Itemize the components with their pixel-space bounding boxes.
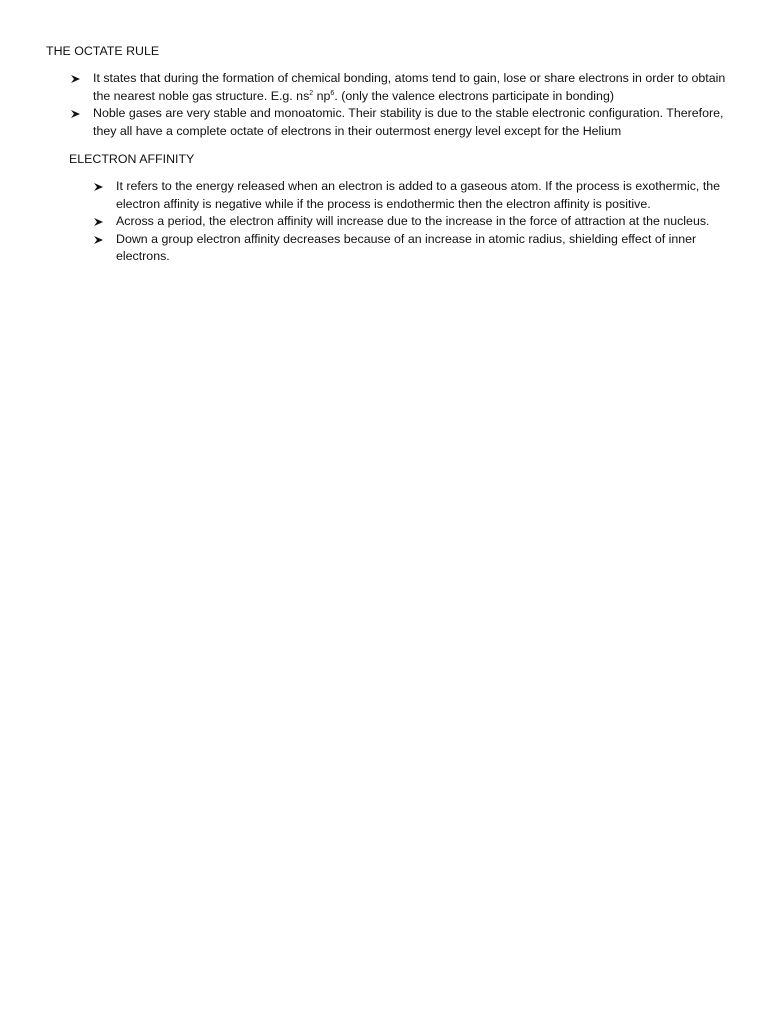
list-item (70, 105, 730, 140)
list-item (70, 70, 730, 105)
arrowhead-bullet-icon (70, 70, 84, 87)
arrowhead-bullet-icon (93, 213, 107, 230)
bullet-text: It refers to the energy released when an electron is added to a gaseous atom. If the process is exothermic, the electron affinity is negative while if the process is endothermic then the electron affinity is positive. (116, 179, 721, 211)
list-item (93, 213, 725, 231)
bullet-text: It states that during the formation of chemical bonding, atoms tend to gain, lose or share electrons in order to obtain the nearest noble gas structure. E.g. ns (93, 71, 726, 103)
electron-affinity-bullet-list (93, 178, 725, 266)
arrowhead-bullet-icon (93, 231, 107, 248)
list-item (93, 231, 725, 266)
bullet-text: Down a group electron affinity decreases because of an increase in atomic radius, shielding effect of inner electrons. (116, 231, 697, 264)
arrowhead-bullet-icon (70, 105, 84, 122)
superscript: 2 (309, 89, 314, 97)
list-item (93, 178, 725, 213)
bullet-text: np (313, 88, 331, 103)
section-heading-electron-affinity: ELECTRON AFFINITY (69, 152, 195, 166)
octate-rule-bullet-list (70, 70, 730, 140)
superscript: 6 (330, 89, 335, 97)
bullet-text: Noble gases are very stable and monoatomic. Their stability is due to the stable electronic configuration. Therefore, they all have a complete octate of electrons in their outermost energy level except for the Helium (93, 106, 724, 138)
section-heading-octate-rule: THE OCTATE RULE (46, 44, 160, 58)
arrowhead-bullet-icon (93, 178, 107, 195)
bullet-text: Across a period, the electron affinity will increase due to the increase in the force of attraction at the nucleus. (116, 214, 710, 229)
bullet-text: . (only the valence electrons participate in bonding) (334, 88, 614, 103)
